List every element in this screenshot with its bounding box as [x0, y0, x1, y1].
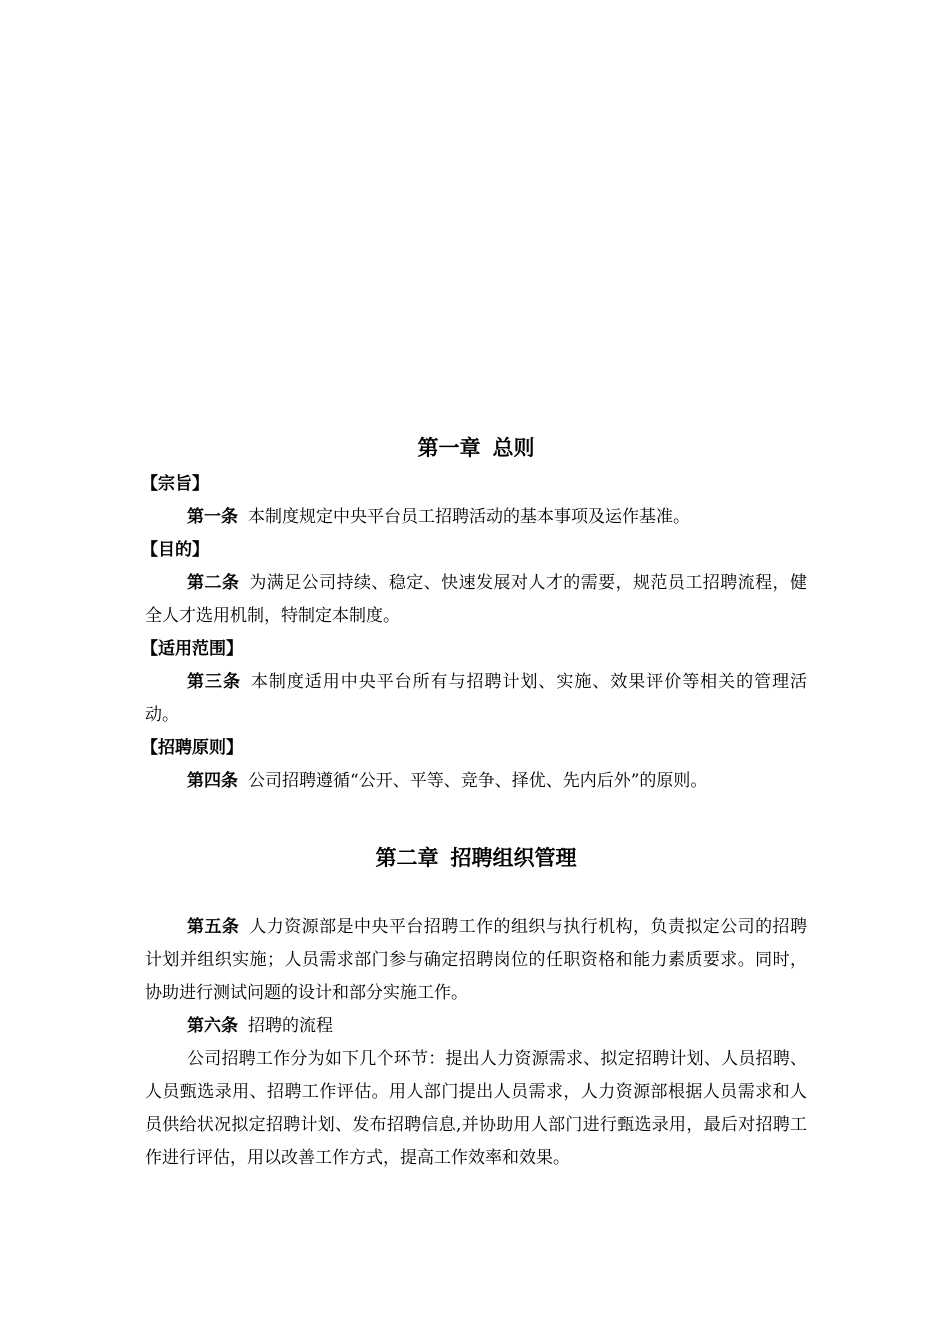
article-1-text: 本制度规定中央平台员工招聘活动的基本事项及运作基准。 — [248, 507, 690, 527]
article-1-label: 第一条 — [187, 507, 238, 527]
section-objective: 【目的】 — [141, 540, 209, 560]
chapter-1-title — [145, 428, 807, 468]
chapter-2-title — [145, 838, 807, 878]
article-4-text: 公司招聘遵循“公开、平等、竞争、择优、先内后外”的原则。 — [248, 771, 708, 791]
section-purpose: 【宗旨】 — [141, 474, 209, 494]
section-principle: 【招聘原则】 — [141, 738, 243, 758]
article-3-text: 本制度适用中央平台所有与招聘计划、实施、效果评价等相关的管理活动。 — [145, 672, 808, 725]
article-3-label: 第三条 — [187, 672, 241, 692]
article-1 — [145, 501, 807, 534]
article-4 — [145, 765, 807, 798]
article-5-label: 第五条 — [187, 917, 240, 937]
section-scope: 【适用范围】 — [141, 639, 243, 659]
article-2-label: 第二条 — [187, 573, 240, 593]
article-6-body: 公司招聘工作分为如下几个环节：提出人力资源需求、拟定招聘计划、人员招聘、人员甄选录用、招聘工作评估。用人部门提出人员需求，人力资源部根据人员需求和人员供给状况拟定招聘计划、发布招聘信息,并协助用人部门进行甄选录用，最后对招聘工作进行评估，用以改善工作方式，提高工作效率和效果。 — [145, 1049, 807, 1168]
chapter-2-number: 第二章 — [375, 846, 439, 870]
article-4-label: 第四条 — [187, 771, 238, 791]
article-5-text: 人力资源部是中央平台招聘工作的组织与执行机构，负责拟定公司的招聘计划并组织实施；人员需求部门参与确定招聘岗位的任职资格和能力素质要求。同时，协助进行测试问题的设计和部分实施工作。 — [145, 917, 808, 1003]
article-6 — [145, 1010, 807, 1043]
chapter-1-number: 第一章 — [417, 436, 481, 460]
article-5 — [145, 911, 807, 1010]
spacer — [145, 878, 807, 911]
article-2-text: 为满足公司持续、稳定、快速发展对人才的需要，规范员工招聘流程，健全人才选用机制，特制定本制度。 — [145, 573, 808, 626]
document-content — [141, 428, 808, 1175]
chapter-2-name: 招聘组织管理 — [450, 846, 577, 870]
article-6-label: 第六条 — [187, 1016, 238, 1036]
article-6-text: 招聘的流程 — [248, 1016, 333, 1036]
chapter-1-name: 总则 — [492, 436, 535, 460]
article-2 — [145, 567, 807, 633]
spacer — [145, 798, 807, 838]
article-3 — [145, 666, 807, 732]
